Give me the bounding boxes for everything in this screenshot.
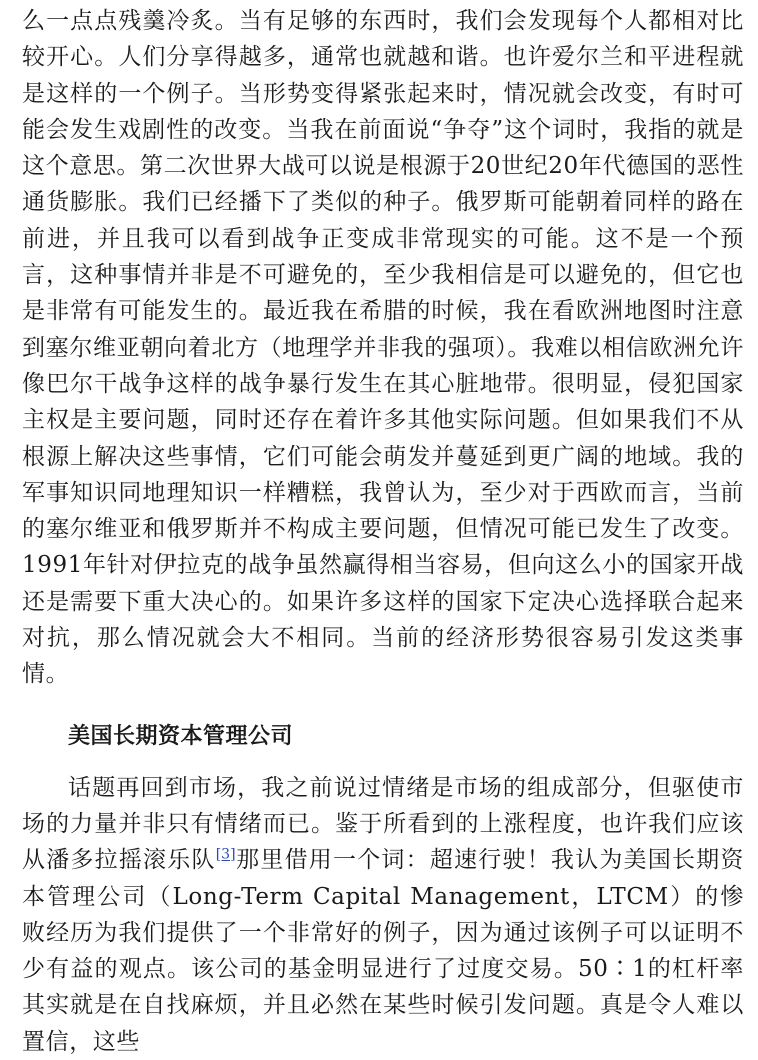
document-page xyxy=(22,0,744,1060)
body-paragraph xyxy=(22,770,744,1060)
section-heading: 美国长期资本管理公司 xyxy=(68,722,294,749)
footnote-reference-link[interactable]: [3] xyxy=(215,846,236,863)
paragraph-text-before-footnote: 话题再回到市场，我之前说过情绪是市场的组成部分，但驱使市场的力量并非只有情绪而已。鉴于所看到的上涨程度，也许我们应该从潘多拉摇滚乐队 xyxy=(22,774,744,874)
paragraph-text-after-footnote: 那里借用一个词：超速行驶！我认为美国长期资本管理公司（Long-Term Capital Management，LTCM）的惨败经历为我们提供了一个非常好的例子，因为通过该例子可以证明不少有益的观点。该公司的基金明显进行了过度交易。50∶1的杠杆率其实就是在自找麻烦，并且必然在某些时候引发问题。真是令人难以置信，这些 xyxy=(22,847,744,1055)
body-paragraph-continued: 么一点点残羹冷炙。当有足够的东西时，我们会发现每个人都相对比较开心。人们分享得越多，通常也就越和谐。也许爱尔兰和平进程就是这样的一个例子。当形势变得紧张起来时，情况就会改变，有时可能会发生戏剧性的改变。当我在前面说“争夺”这个词时，我指的就是这个意思。第二次世界大战可以说是根源于20世纪20年代德国的恶性通货膨胀。我们已经播下了类似的种子。俄罗斯可能朝着同样的路在前进，并且我可以看到战争正变成非常现实的可能。这不是一个预言，这种事情并非是不可避免的，至少我相信是可以避免的，但它也是非常有可能发生的。最近我在希腊的时候，我在看欧洲地图时注意到塞尔维亚朝向着北方（地理学并非我的强项）。我难以相信欧洲允许像巴尔干战争这样的战争暴行发生在其心脏地带。很明显，侵犯国家主权是主要问题，同时还存在着许多其他实际问题。但如果我们不从根源上解决这些事情，它们可能会萌发并蔓延到更广阔的地域。我的军事知识同地理知识一样糟糕，我曾认为，至少对于西欧而言，当前的塞尔维亚和俄罗斯并不构成主要问题，但情况可能已发生了改变。1991年针对伊拉克的战争虽然赢得相当容易，但向这么小的国家开战还是需要下重大决心的。如果许多这样的国家下定决心选择联合起来对抗，那么情况就会大不相同。当前的经济形势很容易引发这类事情。 xyxy=(22,8,744,688)
